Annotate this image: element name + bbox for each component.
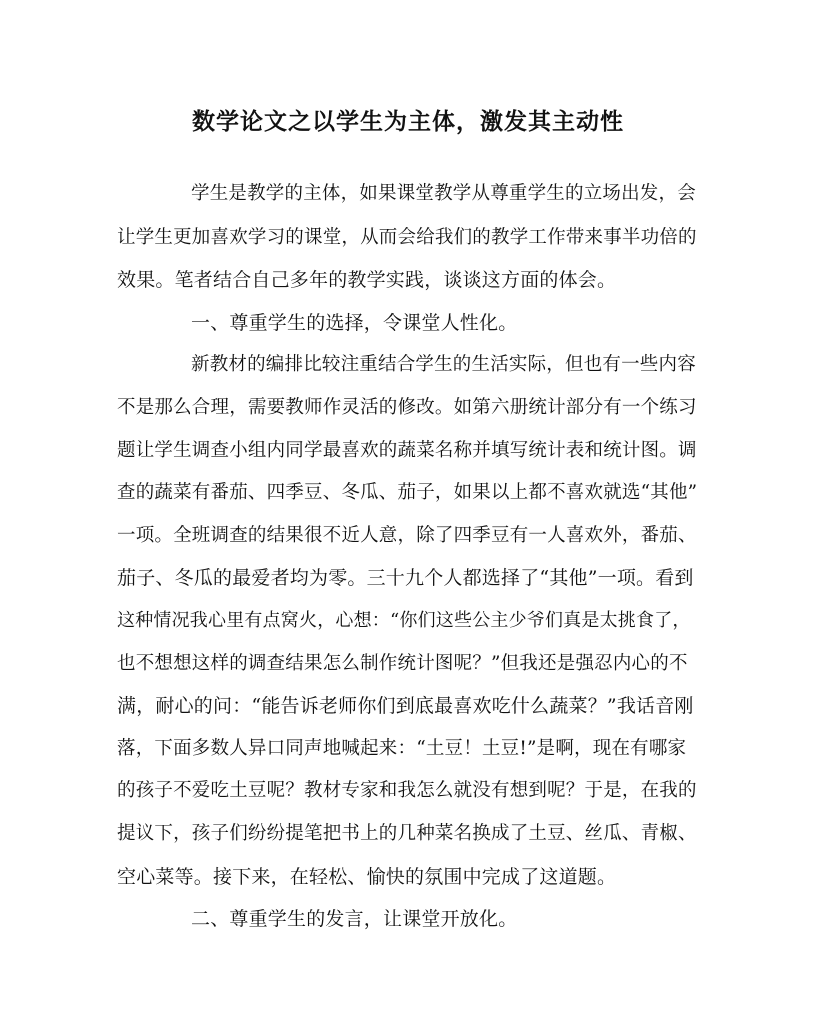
- paragraph-line: 这种情况我心里有点窝火，心想：“你们这些公主少爷们真是太挑食了，: [117, 610, 691, 631]
- paragraph-line: 满，耐心的问：“能告诉老师你们到底最喜欢吃什么蔬菜？”我话音刚: [117, 695, 694, 717]
- paragraph-line: 一项。全班调查的结果很不近人意，除了四季豆有一人喜欢外，番茄、: [117, 525, 697, 546]
- section-heading: 二、尊重学生的发言，让课堂开放化。: [191, 908, 518, 930]
- paragraph-line: 的孩子不爱吃土豆呢？教材专家和我怎么就没有想到呢？于是，在我的: [117, 780, 697, 801]
- paragraph-line: 效果。笔者结合自己多年的教学实践，谈谈这方面的体会。: [117, 269, 617, 291]
- paragraph-line: 题让学生调查小组内同学最喜欢的蔬菜名称并填写统计表和统计图。调: [117, 440, 697, 461]
- paragraph-line: 查的蔬菜有番茄、四季豆、冬瓜、茄子，如果以上都不喜欢就选“其他”: [117, 482, 698, 503]
- paragraph-line: 也不想想这样的调查结果怎么制作统计图呢？”但我还是强忍内心的不: [117, 653, 688, 674]
- paragraph-line: 空心菜等。接下来，在轻松、愉快的氛围中完成了这道题。: [117, 866, 617, 888]
- paragraph-line: 提议下，孩子们纷纷提笔把书上的几种菜名换成了土豆、丝瓜、青椒、: [117, 823, 697, 844]
- paragraph-line: 落，下面多数人异口同声地喊起来：“土豆！土豆!”是啊，现在有哪家: [117, 738, 687, 759]
- paragraph-line: 茄子、冬瓜的最爱者均为零。三十九个人都选择了“其他”一项。看到: [117, 567, 694, 589]
- paragraph-line: 新教材的编排比较注重结合学生的生活实际，但也有一些内容: [191, 354, 696, 375]
- section-heading: 一、尊重学生的选择，令课堂人性化。: [191, 312, 518, 334]
- paragraph-line: 学生是教学的主体，如果课堂教学从尊重学生的立场出发，会: [191, 183, 696, 204]
- document-title: 数学论文之以学生为主体，激发其主动性: [192, 108, 624, 135]
- paragraph-line: 不是那么合理，需要教师作灵活的修改。如第六册统计部分有一个练习: [117, 397, 697, 418]
- paragraph-line: 让学生更加喜欢学习的课堂，从而会给我们的教学工作带来事半功倍的: [117, 227, 697, 248]
